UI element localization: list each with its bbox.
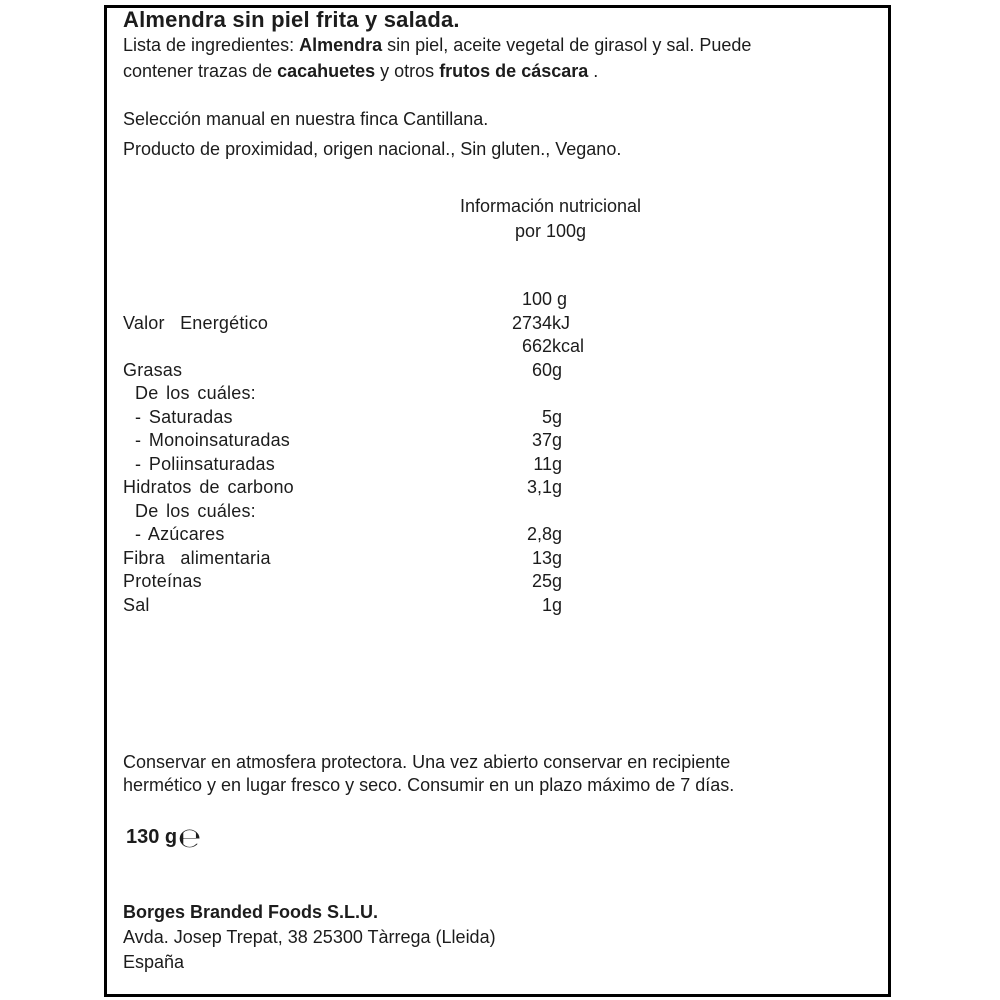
product-label-sheet (104, 5, 891, 997)
product-title: Almendra sin piel frita y salada. (123, 7, 460, 32)
storage-paragraph (123, 751, 868, 797)
manufacturer-address: Avda. Josep Trepat, 38 25300 Tàrrega (Lleida) (123, 927, 496, 947)
nutrition-row-number: 11 (533, 453, 552, 474)
nutrition-row (107, 406, 888, 430)
nutrition-row-value (447, 288, 567, 312)
nutrition-row-number: 2734 (511, 312, 552, 333)
net-weight-value: 130 g (126, 826, 178, 848)
net-weight (126, 823, 202, 854)
nutrition-row-number: 60 (531, 359, 552, 380)
manufacturer-country: España (123, 952, 185, 972)
nutrition-row-label: Grasas (123, 359, 183, 380)
storage-line-2: hermético y en lugar fresco y seco. Consumir en un plazo máximo de 7 días. (123, 775, 735, 795)
nutrition-row-value (447, 382, 552, 406)
nutrition-row-unit: kcal (552, 336, 585, 356)
nutrition-row-number: 5 (541, 406, 552, 427)
nutrition-row-label: Valor Energético (123, 312, 269, 333)
nutrition-row-unit: g (552, 359, 563, 380)
nutrition-row-unit: kJ (552, 312, 570, 333)
nutrition-heading (213, 194, 888, 244)
nutrition-row-label: Proteínas (123, 571, 202, 591)
nutrition-heading-line-2: por 100g (514, 221, 587, 241)
nutrition-row-value (447, 570, 562, 594)
nutrition-row-number: 13 (531, 547, 552, 568)
nutrition-row-unit: g (552, 594, 563, 615)
nutrition-row-value (447, 523, 562, 547)
nutrition-row-label: Fibra alimentaria (123, 547, 271, 568)
nutrition-row-number: 2,8 (526, 524, 552, 544)
text-segment: Lista de ingredientes: (123, 35, 300, 55)
nutrition-row-number: 3,1 (526, 477, 552, 497)
origin-paragraph (123, 104, 868, 164)
ingredients-paragraph (123, 32, 868, 84)
nutrition-row (107, 476, 888, 500)
text-segment: y otros (375, 61, 440, 81)
nutrition-row-value (447, 312, 570, 336)
nutrition-row (107, 453, 888, 477)
nutrition-row (107, 429, 888, 453)
nutrition-heading-line-1: Información nutricional (459, 196, 642, 216)
nutrition-row (107, 594, 888, 618)
text-segment: frutos de cáscara (439, 61, 589, 81)
nutrition-row-value (447, 594, 562, 618)
nutrition-row-unit: g (552, 524, 563, 544)
nutrition-row (107, 523, 888, 547)
origin-line-2: Producto de proximidad, origen nacional., Sin gluten., Vegano. (123, 139, 622, 159)
nutrition-row-value (447, 453, 562, 477)
text-segment: Almendra (299, 35, 383, 55)
text-segment: cacahuetes (277, 61, 376, 81)
manufacturer-block (123, 900, 868, 975)
nutrition-row-number: 37 (531, 430, 552, 450)
nutrition-row-number: 662 (521, 336, 552, 356)
nutrition-row (107, 500, 888, 524)
nutrition-row (107, 382, 888, 406)
nutrition-row-number: 1 (541, 594, 552, 615)
nutrition-row (107, 312, 888, 336)
nutrition-row-value (447, 359, 562, 383)
nutrition-row (107, 547, 888, 571)
nutrition-row-unit: g (552, 430, 563, 450)
origin-line-1: Selección manual en nuestra finca Cantillana. (123, 109, 489, 129)
nutrition-row-unit: g (552, 453, 563, 474)
nutrition-row-unit: g (552, 547, 563, 568)
nutrition-row-number: 25 (531, 571, 552, 591)
nutrition-row-label: - Azúcares (135, 524, 225, 544)
nutrition-row-value (447, 406, 562, 430)
nutrition-table (107, 288, 888, 617)
nutrition-row-value (447, 429, 562, 453)
nutrition-row-label: De los cuáles: (135, 500, 256, 521)
nutrition-row (107, 359, 888, 383)
nutrition-row-unit: g (552, 406, 563, 427)
nutrition-row-unit: g (552, 477, 563, 497)
nutrition-row-value (447, 500, 552, 524)
nutrition-row-unit: g (552, 571, 563, 591)
ingredients-line-2 (123, 58, 868, 84)
manufacturer-name: Borges Branded Foods S.L.U. (123, 902, 379, 922)
nutrition-row-value (447, 335, 584, 359)
text-segment: contener trazas de (123, 61, 278, 81)
nutrition-row-label: Sal (123, 594, 150, 615)
ingredients-line-1 (123, 32, 868, 58)
nutrition-row-label: - Saturadas (135, 406, 233, 427)
nutrition-row (107, 335, 888, 359)
nutrition-row-value (447, 547, 562, 571)
estimated-sign: ℮ (178, 823, 202, 854)
nutrition-row-label: - Poliinsaturadas (135, 453, 275, 474)
nutrition-row-label: Hidratos de carbono (123, 477, 294, 497)
nutrition-row-label: - Monoinsaturadas (135, 430, 290, 450)
nutrition-row (107, 288, 888, 312)
nutrition-row-number: 100 (521, 289, 552, 309)
storage-line-1: Conservar en atmosfera protectora. Una vez abierto conservar en recipiente (123, 752, 731, 772)
nutrition-row-unit: g (552, 289, 568, 309)
nutrition-row-value (447, 476, 562, 500)
nutrition-row-label: De los cuáles: (135, 383, 256, 403)
text-segment: sin piel, aceite vegetal de girasol y sal. Puede (382, 35, 752, 55)
nutrition-row (107, 570, 888, 594)
text-segment: . (588, 61, 599, 81)
